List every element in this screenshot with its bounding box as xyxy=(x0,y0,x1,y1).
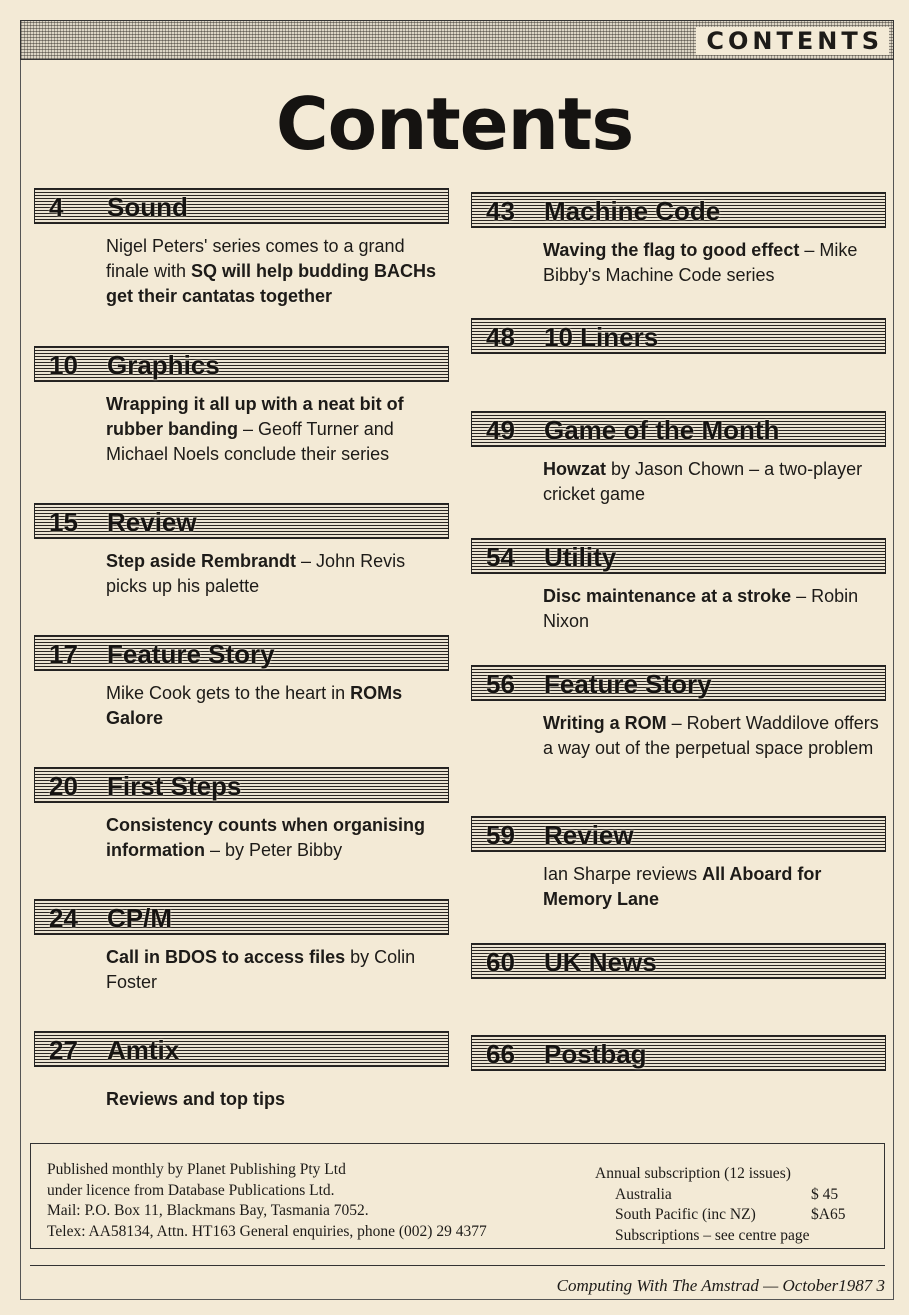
entry-heading-bar xyxy=(471,816,886,852)
entry-heading-bar xyxy=(34,635,449,671)
description-text: Nigel Peters' series comes to a grand finale with xyxy=(106,236,405,281)
page-footer: Computing With The Amstrad — October1987 3 xyxy=(556,1276,885,1295)
description-text: – Robert Waddilove offers a way out of the perpetual space problem xyxy=(543,713,879,758)
page-title: Contents xyxy=(275,82,634,166)
contents-entry xyxy=(34,899,449,995)
description-text: by Colin Foster xyxy=(106,947,416,992)
contents-entry xyxy=(34,1031,449,1112)
entry-title: Postbag xyxy=(544,1039,647,1069)
entry-title: First Steps xyxy=(107,771,242,801)
entry-title: Machine Code xyxy=(544,196,721,226)
description-highlight: Step aside Rembrandt xyxy=(106,551,297,571)
subscription-row xyxy=(595,1205,875,1226)
subscription-row xyxy=(595,1185,875,1206)
entry-title: Amtix xyxy=(107,1035,180,1065)
page-number: 66 xyxy=(486,1039,515,1069)
description-highlight: Reviews and top tips xyxy=(106,1089,286,1109)
description-highlight: Consistency counts when organising information xyxy=(106,815,426,860)
entry-title: Feature Story xyxy=(544,669,712,699)
description-text: – by Peter Bibby xyxy=(205,840,343,860)
entry-description xyxy=(471,711,886,761)
entry-title: Feature Story xyxy=(107,639,275,669)
page-number: 20 xyxy=(49,771,78,801)
description-text: by Jason Chown – a two-player cricket game xyxy=(543,459,863,504)
subscription-region: South Pacific (inc NZ) xyxy=(615,1206,756,1223)
description-text: – Mike Bibby's Machine Code series xyxy=(543,240,858,285)
subscription-price: $A65 xyxy=(811,1206,846,1223)
entry-heading-bar xyxy=(471,411,886,447)
contents-entry xyxy=(34,635,449,731)
description-highlight: Writing a ROM xyxy=(543,713,667,733)
bottom-rule xyxy=(30,1265,885,1266)
page-number: 59 xyxy=(486,820,515,850)
description-highlight: Waving the flag to good effect xyxy=(543,240,800,260)
entry-description xyxy=(471,238,886,288)
page-number: 48 xyxy=(486,322,515,352)
contents-entry xyxy=(471,1035,886,1071)
entry-description xyxy=(471,584,886,634)
publication-info-box xyxy=(30,1143,885,1249)
entry-title: Graphics xyxy=(107,350,220,380)
description-highlight: SQ will help budding BACHs get their cantatas together xyxy=(106,261,437,306)
page-number: 56 xyxy=(486,669,515,699)
entry-description xyxy=(471,457,886,507)
subscription-price: $ 45 xyxy=(811,1185,839,1203)
entry-heading-bar xyxy=(471,665,886,701)
contents-entry xyxy=(471,318,886,354)
page-number: 27 xyxy=(49,1035,78,1065)
entry-description xyxy=(34,549,449,599)
publisher-line: Published monthly by Planet Publishing Pty Ltd xyxy=(47,1161,346,1178)
page-number: 10 xyxy=(49,350,78,380)
entry-description xyxy=(34,813,449,863)
header-pattern-bar xyxy=(20,20,894,60)
publisher-line: under licence from Database Publications Ltd. xyxy=(47,1181,335,1199)
contents-entry xyxy=(34,503,449,599)
subscription-title: Annual subscription (12 issues) xyxy=(595,1165,791,1182)
description-text: Ian Sharpe reviews xyxy=(543,864,703,884)
description-text: Mike Cook gets to the heart in xyxy=(106,683,351,703)
publisher-line: Telex: AA58134, Attn. HT163 General enquiries, phone (002) 29 4377 xyxy=(47,1222,487,1240)
page-number: 49 xyxy=(486,415,515,445)
entry-description xyxy=(34,1087,449,1112)
description-highlight: Disc maintenance at a stroke xyxy=(543,586,792,606)
entry-title: Game of the Month xyxy=(544,415,780,445)
entry-title: Review xyxy=(107,507,197,537)
entry-heading-bar xyxy=(471,943,886,979)
description-highlight: Call in BDOS to access files xyxy=(106,947,346,967)
entry-title: Sound xyxy=(107,192,188,222)
subscription-info xyxy=(595,1164,875,1246)
entry-heading-bar xyxy=(471,192,886,228)
subscription-note: Subscriptions – see centre page xyxy=(615,1226,810,1244)
contents-entry xyxy=(34,767,449,863)
entry-heading-bar xyxy=(471,1035,886,1071)
contents-entry xyxy=(471,192,886,288)
entry-description xyxy=(34,392,449,467)
entry-heading-bar xyxy=(34,503,449,539)
entry-heading-bar xyxy=(34,346,449,382)
page-number: 15 xyxy=(49,507,78,537)
description-highlight: ROMs Galore xyxy=(106,683,403,728)
entry-description xyxy=(34,681,449,731)
entry-title: Utility xyxy=(544,542,617,572)
page-number: 17 xyxy=(49,639,78,669)
page-number: 24 xyxy=(49,903,78,933)
entry-title: 10 Liners xyxy=(544,322,659,352)
contents-entry xyxy=(471,411,886,507)
description-text: – John Revis picks up his palette xyxy=(106,551,406,596)
entry-heading-bar xyxy=(34,899,449,935)
page-number: 54 xyxy=(486,542,515,572)
contents-entry xyxy=(471,665,886,761)
entry-title: UK News xyxy=(544,947,657,977)
page-number: 60 xyxy=(486,947,515,977)
contents-entry xyxy=(471,538,886,634)
contents-entry xyxy=(471,943,886,979)
entry-description xyxy=(471,862,886,912)
description-highlight: Howzat xyxy=(543,459,606,479)
entry-heading-bar xyxy=(34,1031,449,1067)
contents-entry xyxy=(471,816,886,912)
publisher-line: Mail: P.O. Box 11, Blackmans Bay, Tasmania 7052. xyxy=(47,1202,369,1219)
header-label: CONTENTS xyxy=(696,27,889,55)
entry-heading-bar xyxy=(34,188,449,224)
contents-entry xyxy=(34,346,449,467)
description-text: – Robin Nixon xyxy=(543,586,859,631)
description-text: – Geoff Turner and Michael Noels conclude their series xyxy=(106,419,394,464)
page-number: 43 xyxy=(486,196,515,226)
entry-heading-bar xyxy=(34,767,449,803)
publisher-info xyxy=(47,1160,487,1242)
entry-heading-bar xyxy=(471,318,886,354)
description-highlight: All Aboard for Memory Lane xyxy=(543,864,822,909)
page-number: 4 xyxy=(49,192,64,222)
entry-title: CP/M xyxy=(107,903,172,933)
entry-description xyxy=(34,945,449,995)
entry-title: Review xyxy=(544,820,634,850)
description-highlight: Wrapping it all up with a neat bit of rubber banding xyxy=(106,394,404,439)
contents-entry xyxy=(34,188,449,309)
entry-description xyxy=(34,234,449,309)
entry-heading-bar xyxy=(471,538,886,574)
subscription-region: Australia xyxy=(615,1185,672,1203)
